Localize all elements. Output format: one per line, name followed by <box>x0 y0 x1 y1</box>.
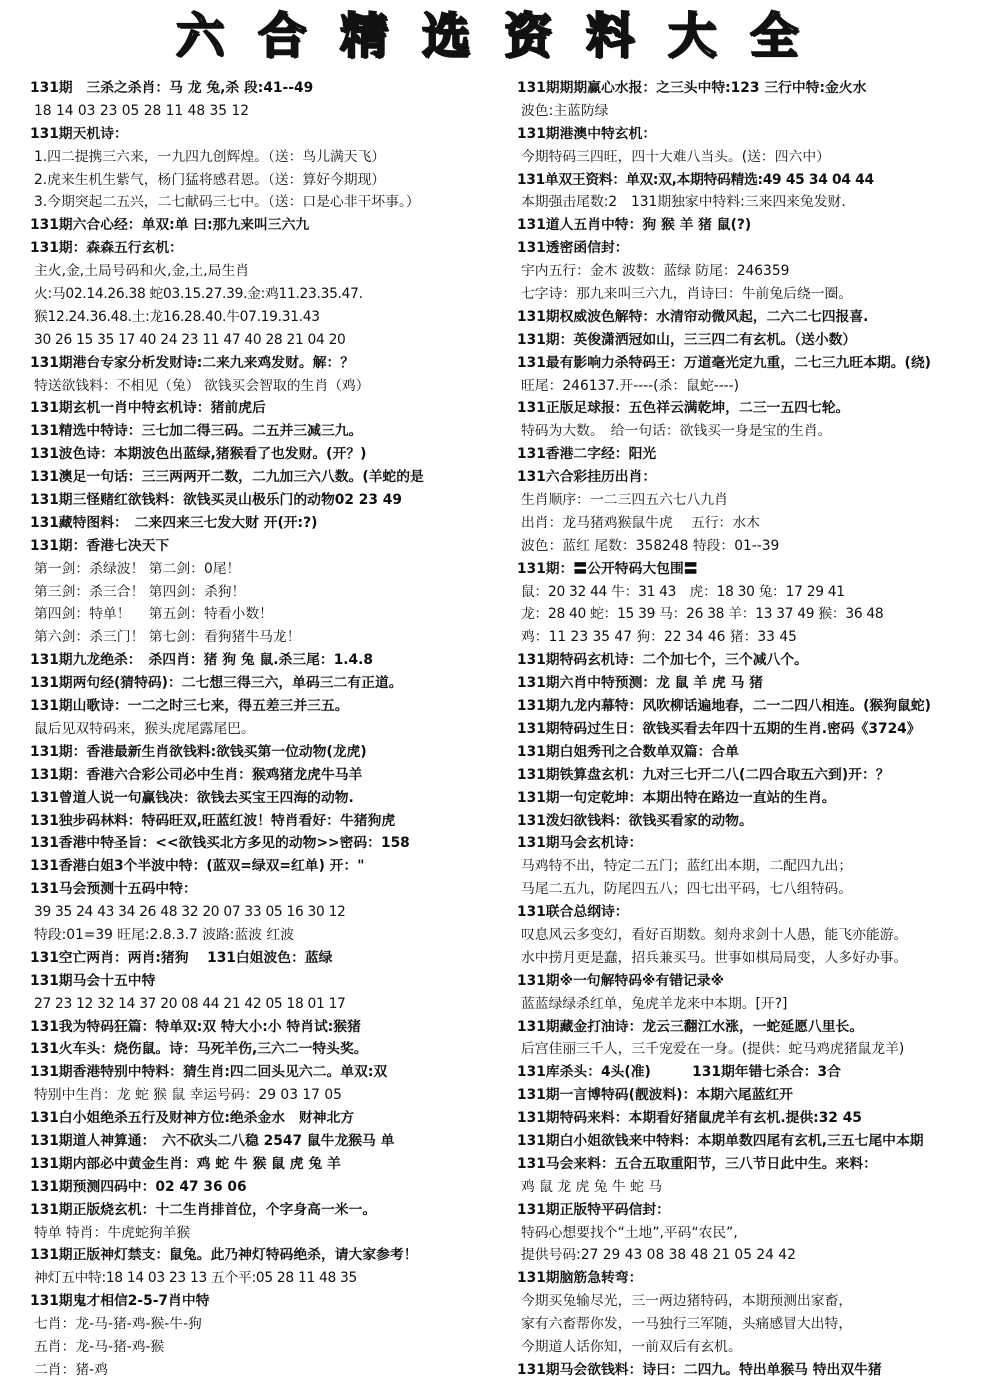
text-line: 30 26 15 35 17 40 24 23 11 47 40 28 21 04 20 <box>34 331 346 348</box>
section-heading: 131期：森森五行玄机： <box>30 240 183 257</box>
section-heading: 131期九龙绝杀： 杀四肖：猪 狗 兔 鼠.杀三尾：1.4.8 <box>30 652 373 669</box>
text-line: 特别中生肖：龙 蛇 猴 鼠 幸运号码：29 03 17 05 <box>34 1087 342 1104</box>
section-heading: 131期三怪赌红欲钱料：欲钱买灵山极乐门的动物02 23 49 <box>30 492 402 509</box>
section-heading: 131澳足一句话：三三两两开二数，二九加三六八数。(羊蛇的是 <box>30 469 424 486</box>
section-heading: 131期期期赢心水报：之三头中特:123 三行中特:金火水 <box>517 80 867 96</box>
section-heading: 131精选中特诗：三七加二得三码。二五并三减三九。 <box>30 423 363 440</box>
section-heading: 131期※一句解特码※有错记录※ <box>517 972 725 989</box>
section-heading: 131期鬼才相信2-5-7肖中特 <box>30 1293 210 1310</box>
section-heading: 131期白姐秀刊之合数单双篇：合单 <box>517 743 739 760</box>
text-line: 马尾二五九，防尾四五八；四七出平码，七八组特码。 <box>521 881 853 898</box>
text-line: 宇内五行：金木 波数：蓝绿 防尾：246359 <box>521 263 790 280</box>
text-line: 1.四二提携三六来，一九四九创辉煌。（送：鸟儿满天飞） <box>34 148 386 165</box>
text-line: 今期买兔输尽光，三一两边猪特码，本期预测出家畜， <box>521 1293 853 1310</box>
section-heading: 131期权威波色解特：水清帘动微风起，二六二七四报喜. <box>517 308 869 325</box>
section-heading: 131期港台专家分析发财诗:二来九来鸡发财。解：？ <box>30 354 355 371</box>
text-line: 蓝蓝绿绿杀红单，兔虎羊龙来中本期。[开?] <box>521 995 788 1012</box>
section-heading: 131库杀头：4头(准) 131期年错七杀合：3合 <box>517 1064 841 1081</box>
section-heading: 131空亡两肖：两肖:猪狗 131白姐波色：蓝绿 <box>30 949 333 966</box>
section-heading: 131火车头：烧伤鼠。诗：马死羊伤,三六二一特头奖。 <box>30 1041 368 1058</box>
section-heading: 131单双王资料：单双:双,本期特码精选:49 45 34 04 44 <box>517 171 874 188</box>
section-heading: 131期内部必中黄金生肖：鸡 蛇 牛 猴 鼠 虎 兔 羊 <box>30 1155 341 1172</box>
left-column <box>30 77 500 1382</box>
section-heading: 131正版足球报：五色祥云满乾坤，二三一五四七轮。 <box>517 400 850 417</box>
text-line: 特送欲钱料：不相见（兔） 欲钱买会智取的生肖（鸡） <box>34 377 370 394</box>
section-heading: 131联合总纲诗： <box>517 904 629 921</box>
text-line: 七肖：龙-马-猪-鸡-猴-牛-狗 <box>34 1316 202 1333</box>
section-heading: 131期预测四码中：02 47 36 06 <box>30 1178 247 1195</box>
section-heading: 131期：英俊潇洒冠如山，三三四二有玄机。（送小数） <box>517 331 857 348</box>
text-line: 第六剑：杀三门！ 第七剑：看狗猪牛马龙！ <box>34 629 301 646</box>
text-line: 旺尾：246137.开----(杀：鼠蛇----) <box>521 377 740 394</box>
text-line: 27 23 12 32 14 37 20 08 44 21 42 05 18 01 17 <box>34 995 346 1012</box>
section-heading: 131期正版特平码信封： <box>517 1201 670 1218</box>
section-heading: 131香港中特圣旨：<<欲钱买北方多见的动物>>密码：158 <box>30 835 410 852</box>
text-line: 后宫佳丽三千人，三千宠爱在一身。(提供：蛇马鸡虎猪鼠龙羊) <box>521 1041 905 1058</box>
page-title: 六合精选资料大全 <box>175 8 832 64</box>
text-line: 特单 特肖：牛虎蛇狗羊猴 <box>34 1224 191 1241</box>
text-line: 鼠：20 32 44 牛：31 43 虎：18 30 兔：17 29 41 <box>521 583 845 600</box>
section-heading: 131期九龙内幕特：风吹柳话遍地春，二一二四八相连。(猴狗鼠蛇) <box>517 698 931 715</box>
section-heading: 131泼妇欲钱料：欲钱买看家的动物。 <box>517 812 753 829</box>
section-heading: 131我为特码狂篇：特单双:双 特大小:小 特肖试:猴猪 <box>30 1018 361 1035</box>
text-line: 神灯五中特:18 14 03 23 13 五个平:05 28 11 48 35 <box>34 1270 358 1287</box>
text-line: 叹息风云多变幻，看好百期数。刻舟求剑十人愚，能飞亦能游。 <box>521 926 908 943</box>
section-heading: 131期特码玄机诗：二个加七个，三个减八个。 <box>517 652 808 669</box>
text-line: 生肖顺序：一二三四五六七八九肖 <box>521 492 728 509</box>
section-heading: 131期藏金打油诗：龙云三翻江水涨，一蛇延愿八里长。 <box>517 1018 864 1035</box>
text-line: 龙：28 40 蛇：15 39 马：26 38 羊：13 37 49 猴：36 48 <box>521 606 884 623</box>
text-line: 提供号码:27 29 43 08 38 48 21 05 24 42 <box>521 1247 796 1264</box>
section-heading: 131香港白姐3个半波中特：(蓝双=绿双=红单) 开：" <box>30 858 365 875</box>
text-line: 3.今期突起二五兴，二七献码三七中。（送：口是心非干坏事。） <box>34 194 420 211</box>
section-heading: 131期马会玄机诗： <box>517 835 643 852</box>
section-heading: 131马会来料：五合五取重阳节，三八节日此中生。来料： <box>517 1155 877 1172</box>
section-heading: 131期特码过生日：欲钱买看去年四十五期的生肖.密码《3724》 <box>517 720 921 737</box>
section-heading: 131期天机诗： <box>30 125 128 142</box>
section-heading: 131期：香港七决天下 <box>30 537 170 554</box>
section-heading: 131期铁算盘玄机：九对三七开二八(二四合取五六到)开：？ <box>517 766 890 783</box>
section-heading: 131香港二字经：阳光 <box>517 446 657 463</box>
text-line: 特码心想要找个“土地”,平码“农民”, <box>521 1224 738 1241</box>
text-line: 鸡：11 23 35 47 狗：22 34 46 猪：33 45 <box>521 629 797 646</box>
text-line: 水中捞月更是蠢，招兵兼买马。世事如棋局局变，人多好办事。 <box>521 949 908 966</box>
section-heading: 131马会预测十五码中特： <box>30 881 197 898</box>
text-line: 特码为大数。 给一句话：欲钱买一身是宝的生肖。 <box>521 423 832 440</box>
section-heading: 131期马会欲钱料：诗曰：二四九。特出单猴马 特出双牛猪 <box>517 1361 882 1378</box>
text-line: 本期强击尾数:2 131期独家中特料:三来四来兔发财. <box>521 194 846 211</box>
section-heading: 131六合彩挂历出肖： <box>517 469 657 486</box>
section-heading: 131期六合心经：单双:单 曰:那九来叫三六九 <box>30 217 310 234</box>
text-line: 家有六畜帮你发，一马独行三军随，头痛感冒大出特， <box>521 1316 853 1333</box>
text-line: 2.虎来生机生紫气，杨门猛将感君恩。（送：算好今期现） <box>34 171 386 188</box>
section-heading: 131期山歌诗：一二之时三七来，得五差三并三五。 <box>30 698 349 715</box>
text-line: 波色：蓝红 尾数：358248 特段：01--39 <box>521 537 780 554</box>
section-heading: 131曾道人说一句赢钱决：欲钱去买宝王四海的动物. <box>30 789 354 806</box>
section-heading: 131期脑筋急转弯： <box>517 1270 643 1287</box>
text-line: 特段:01=39 旺尾:2.8.3.7 波路:蓝波 红波 <box>34 926 295 943</box>
section-heading: 131期白小姐欲钱来中特料：本期单数四尾有玄机,三五七尾中本期 <box>517 1132 924 1149</box>
section-heading: 131期玄机一肖中特玄机诗：猪前虎后 <box>30 400 266 417</box>
text-line: 主火,金,土局号码和火,金,土,局生肖 <box>34 263 250 280</box>
text-line: 今期道人话你知，一前双后有玄机。 <box>521 1338 742 1355</box>
text-line: 猴12.24.36.48.土:龙16.28.40.牛07.19.31.43 <box>34 308 320 325</box>
text-line: 马鸡特不出，特定二五门；蓝红出本期，二配四九出； <box>521 858 853 875</box>
right-column <box>517 77 1001 1382</box>
section-heading: 131期：香港最新生肖欲钱料:欲钱买第一位动物(龙虎) <box>30 743 367 760</box>
section-heading: 131期道人神算通： 六不砍头二八稳 2547 鼠牛龙猴马 单 <box>30 1132 395 1149</box>
section-heading: 131波色诗：本期波色出蓝绿,猪猴看了也发财。(开？) <box>30 446 367 463</box>
section-heading: 131期六肖中特预测：龙 鼠 羊 虎 马 猪 <box>517 675 763 692</box>
section-heading: 131期两句经(猜特码)：二七想三得三六，单码三二有正道。 <box>30 675 403 692</box>
text-line: 出肖：龙马猪鸡猴鼠牛虎 五行：水木 <box>521 514 760 531</box>
section-heading: 131独步码林料：特码旺双,旺蓝红波！特肖看好：牛猪狗虎 <box>30 812 396 829</box>
text-line: 五肖：龙-马-猪-鸡-猴 <box>34 1338 165 1355</box>
section-heading: 131白小姐绝杀五行及财神方位:绝杀金水 财神北方 <box>30 1110 355 1127</box>
text-line: 39 35 24 43 34 26 48 32 20 07 33 05 16 30 12 <box>34 904 346 921</box>
text-line: 18 14 03 23 05 28 11 48 35 12 <box>34 102 250 119</box>
section-heading: 131期一言博特码(靓波料)：本期六尾蓝红开 <box>517 1087 793 1104</box>
text-line: 今期特码三四旺，四十大难八当头。(送：四六中） <box>521 148 830 165</box>
section-heading: 131期香港特别中特料：猜生肖:四二回头见六二。单双:双 <box>30 1064 388 1081</box>
section-heading: 131期 三杀之杀肖：马 龙 兔,杀 段:41--49 <box>30 80 314 96</box>
section-heading: 131期马会十五中特 <box>30 972 156 989</box>
section-heading: 131期：香港六合彩公司必中生肖：猴鸡猪龙虎牛马羊 <box>30 766 363 783</box>
text-line: 第四剑：特单！ 第五剑：特看小数！ <box>34 606 273 623</box>
text-line: 火:马02.14.26.38 蛇03.15.27.39.金:鸡11.23.35.47. <box>34 286 363 303</box>
section-heading: 131藏特图料： 二来四来三七发大财 开(开:?) <box>30 514 318 531</box>
text-line: 二肖：猪-鸡 <box>34 1361 108 1378</box>
section-heading: 131道人五肖中特：狗 猴 羊 猪 鼠(?) <box>517 217 752 234</box>
section-heading: 131期港澳中特玄机： <box>517 125 657 142</box>
section-heading: 131期：〓公开特码大包围〓 <box>517 560 698 577</box>
text-line: 鼠后见双特码来，猴头虎尾露尾巴。 <box>34 720 255 737</box>
text-line: 鸡 鼠 龙 虎 兔 牛 蛇 马 <box>521 1178 663 1195</box>
text-line: 七字诗：那九来叫三六九，肖诗曰：牛前兔后绕一圈。 <box>521 286 853 303</box>
text-line: 波色:主蓝防绿 <box>521 102 609 119</box>
section-heading: 131透密函信封： <box>517 240 629 257</box>
section-heading: 131最有影响力杀特码王：万道毫光定九重，二七三九旺本期。(绕) <box>517 354 931 371</box>
section-heading: 131期正版烧玄机：十二生肖排首位，个字身高一米一。 <box>30 1201 377 1218</box>
section-heading: 131期特码来料：本期看好猪鼠虎羊有玄机.提供:32 45 <box>517 1110 862 1127</box>
section-heading: 131期一句定乾坤：本期出特在路边一直站的生肖。 <box>517 789 836 806</box>
text-line: 第三剑：杀三合！ 第四剑：杀狗！ <box>34 583 246 600</box>
section-heading: 131期正版神灯禁支：鼠兔。此乃神灯特码绝杀，请大家参考！ <box>30 1247 418 1264</box>
text-line: 第一剑：杀绿波！ 第二剑：0尾！ <box>34 560 241 577</box>
